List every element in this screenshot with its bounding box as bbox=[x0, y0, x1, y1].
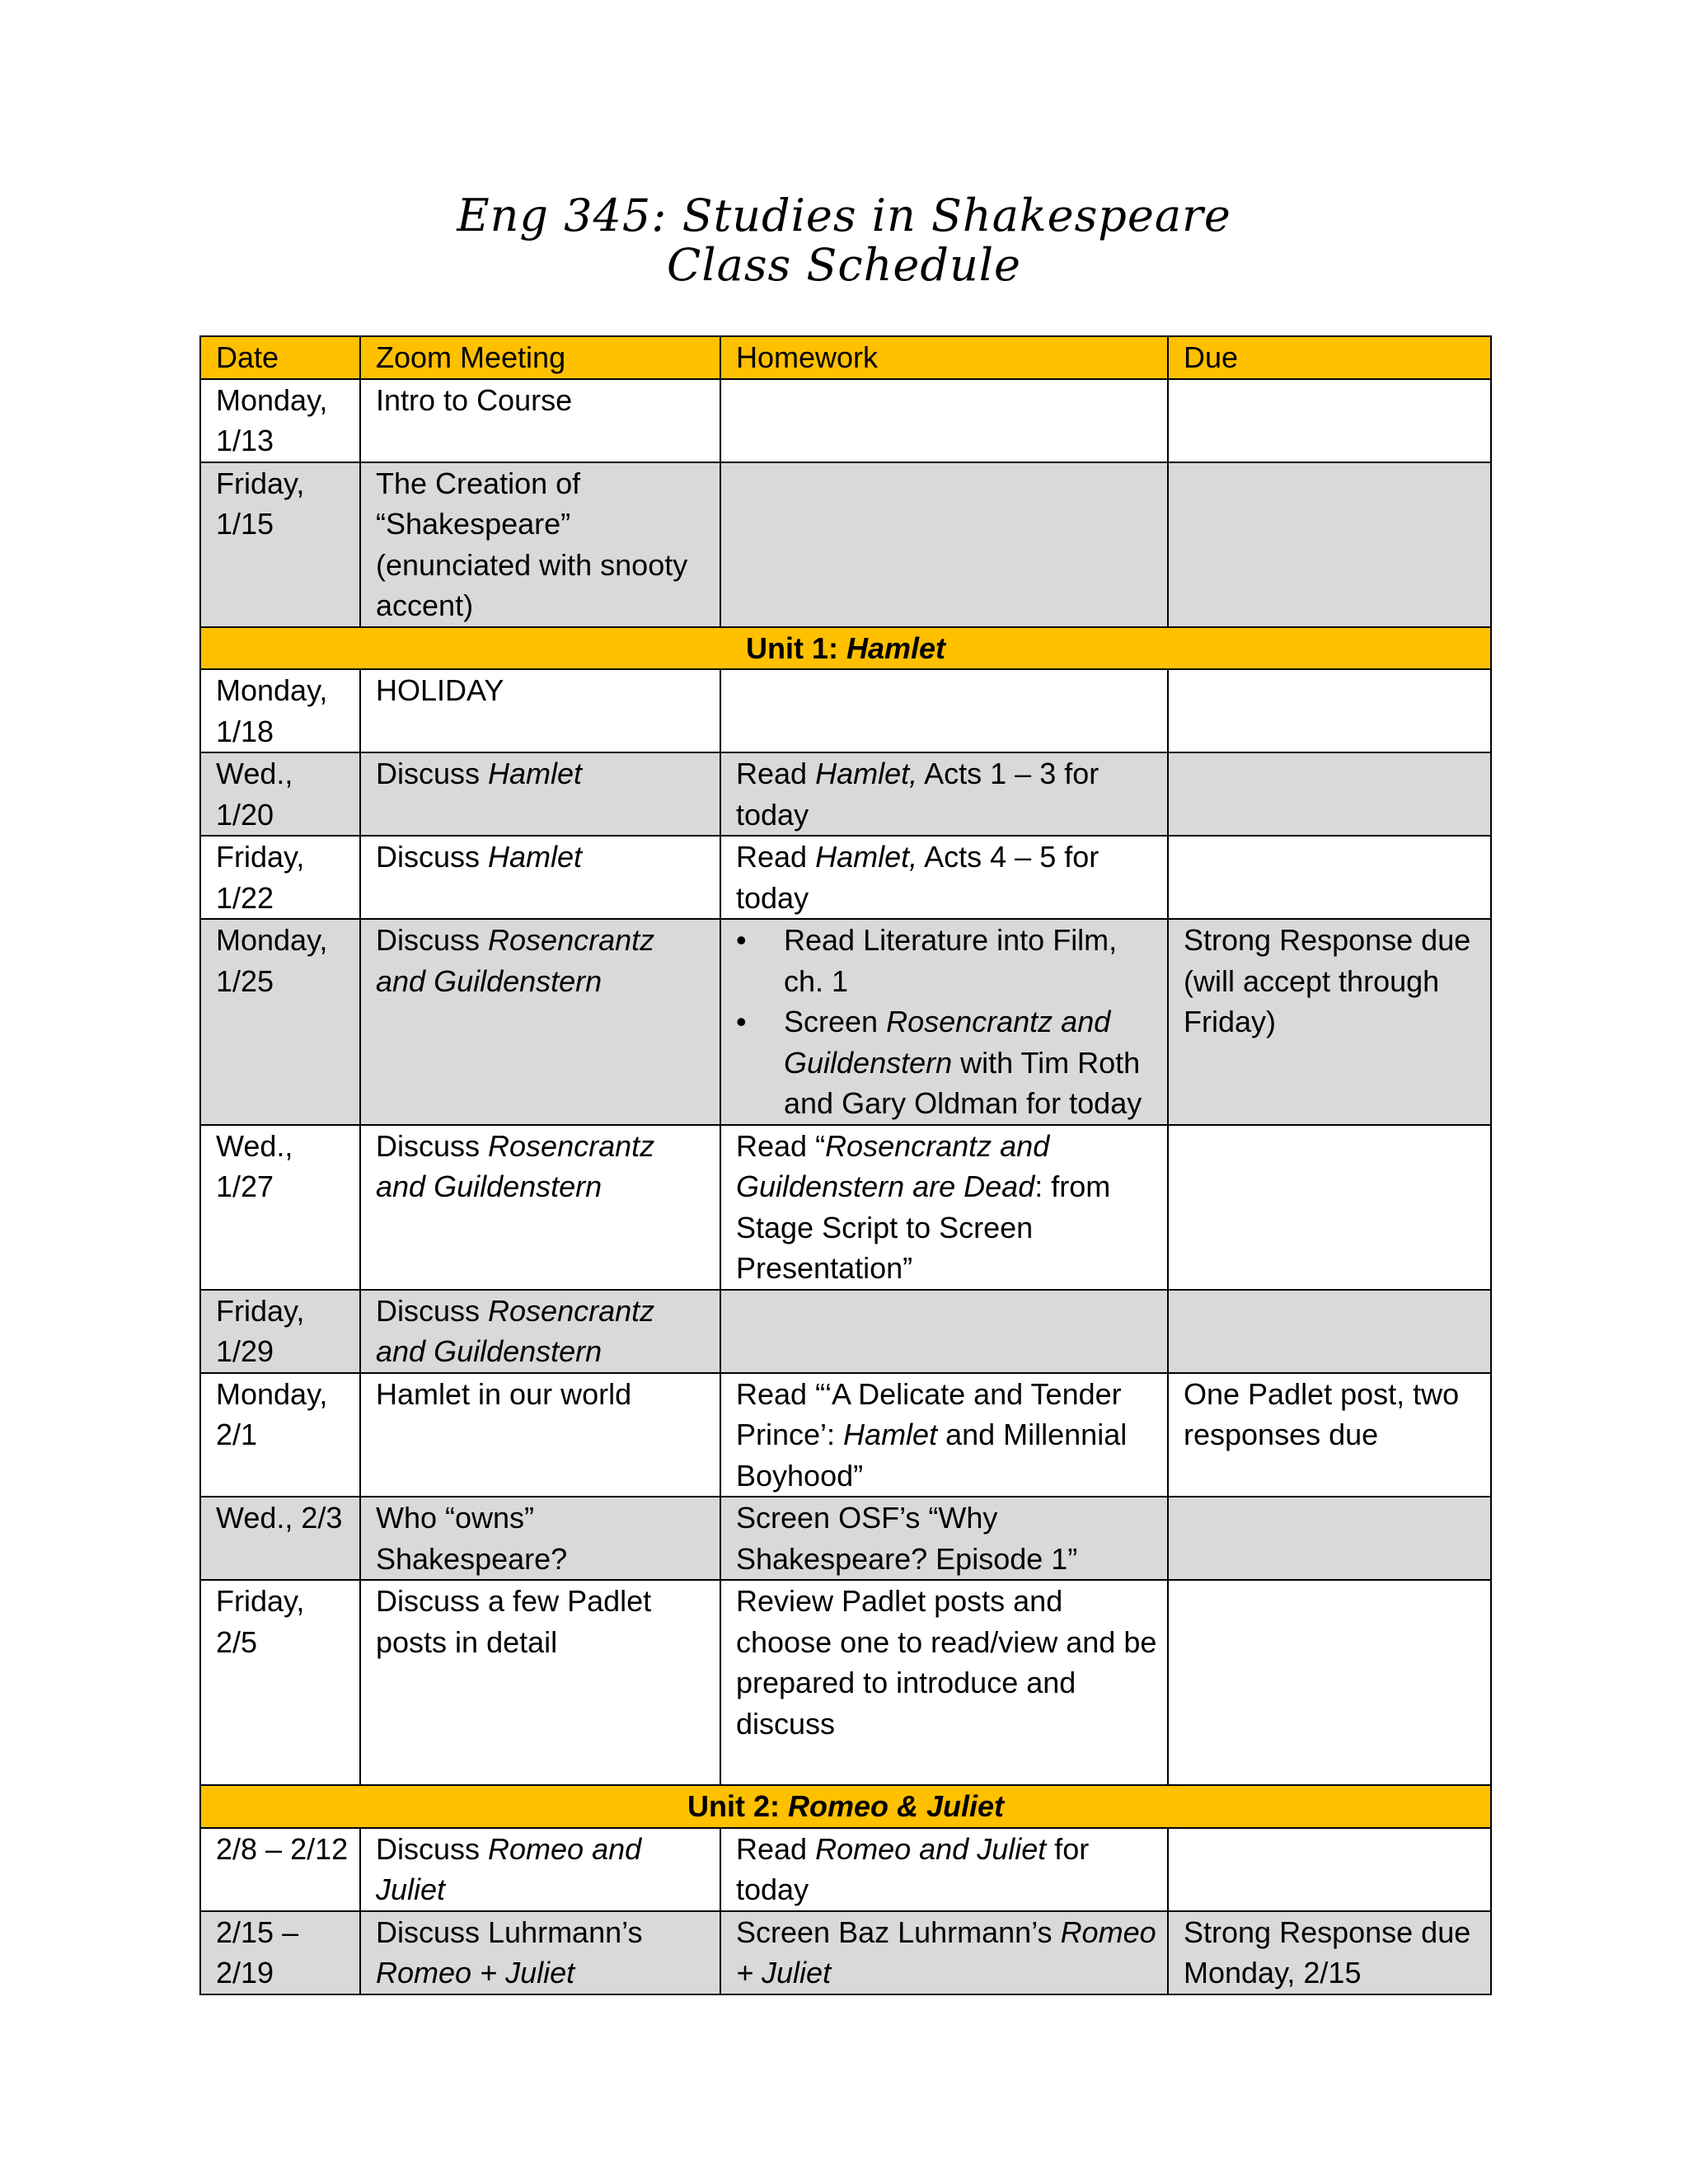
homework-cell bbox=[720, 379, 1168, 462]
document-title bbox=[0, 191, 1688, 290]
zoom-cell: The Creation of “Shakespeare” (enunciated with snooty accent) bbox=[360, 462, 720, 627]
unit-2-heading bbox=[200, 1785, 1491, 1828]
homework-cell bbox=[720, 462, 1168, 627]
zoom-cell: HOLIDAY bbox=[360, 669, 720, 752]
table-row bbox=[200, 1911, 1491, 1994]
bullet-icon: • bbox=[736, 1005, 747, 1038]
unit-2-prefix: Unit 2: bbox=[687, 1789, 788, 1823]
homework-text-italic: Romeo and Juliet bbox=[815, 1831, 1047, 1866]
due-cell bbox=[1168, 669, 1491, 752]
homework-text: Read “ bbox=[736, 1128, 826, 1163]
homework-cell bbox=[720, 1125, 1168, 1290]
zoom-text-italic: Romeo and Juliet bbox=[376, 1831, 642, 1906]
due-cell: One Padlet post, two responses due bbox=[1168, 1373, 1491, 1497]
date-cell: Monday, 2/1 bbox=[200, 1373, 360, 1497]
due-cell bbox=[1168, 1290, 1491, 1373]
due-cell bbox=[1168, 1497, 1491, 1580]
zoom-text: Discuss Luhrmann’s bbox=[376, 1915, 643, 1949]
homework-text-italic: Hamlet, bbox=[815, 840, 918, 874]
due-cell bbox=[1168, 1125, 1491, 1290]
zoom-cell bbox=[360, 1125, 720, 1290]
due-cell: Strong Response due Monday, 2/15 bbox=[1168, 1911, 1491, 1994]
zoom-text-italic: Rosencrantz and Guildenstern bbox=[376, 1293, 655, 1368]
unit-1-title: Hamlet bbox=[846, 630, 946, 665]
header-date: Date bbox=[200, 336, 360, 379]
zoom-cell bbox=[360, 1290, 720, 1373]
homework-text-italic: Rosencrantz and Guildenstern are Dead bbox=[736, 1128, 1050, 1203]
schedule-table bbox=[199, 335, 1492, 1995]
homework-text: Screen Baz Luhrmann’s bbox=[736, 1915, 1061, 1949]
table-row bbox=[200, 1290, 1491, 1373]
list-item bbox=[736, 1001, 1157, 1124]
homework-text-italic: Hamlet bbox=[843, 1418, 938, 1451]
homework-text: and Millennial Boyhood” bbox=[736, 1418, 1128, 1493]
unit-2-title: Romeo & Juliet bbox=[787, 1789, 1005, 1823]
table-row bbox=[200, 836, 1491, 919]
due-cell bbox=[1168, 836, 1491, 919]
zoom-text: Discuss bbox=[376, 1128, 489, 1163]
table-row bbox=[200, 462, 1491, 627]
title-line-course: Eng 345: Studies in Shakespeare bbox=[457, 190, 1231, 241]
bullet-icon: • bbox=[736, 923, 747, 957]
homework-text: Acts 1 – 3 for today bbox=[736, 757, 1100, 832]
homework-cell bbox=[720, 919, 1168, 1125]
zoom-text: Discuss bbox=[376, 757, 489, 790]
homework-text-italic: Romeo + Juliet bbox=[736, 1915, 1156, 1990]
due-cell bbox=[1168, 1828, 1491, 1911]
zoom-cell: Who “owns” Shakespeare? bbox=[360, 1497, 720, 1580]
due-cell bbox=[1168, 462, 1491, 627]
homework-cell bbox=[720, 836, 1168, 919]
table-row bbox=[200, 752, 1491, 836]
date-cell: Wed., 1/27 bbox=[200, 1125, 360, 1290]
date-cell: Friday, 1/15 bbox=[200, 462, 360, 627]
table-row bbox=[200, 1580, 1491, 1785]
unit-heading-row bbox=[200, 627, 1491, 670]
zoom-cell bbox=[360, 1828, 720, 1911]
date-cell: 2/8 – 2/12 bbox=[200, 1828, 360, 1911]
header-homework: Homework bbox=[720, 336, 1168, 379]
zoom-text: Discuss bbox=[376, 840, 489, 874]
table-row bbox=[200, 1373, 1491, 1497]
date-cell: Wed., 2/3 bbox=[200, 1497, 360, 1580]
date-cell: 2/15 – 2/19 bbox=[200, 1911, 360, 1994]
due-cell bbox=[1168, 752, 1491, 836]
homework-cell bbox=[720, 669, 1168, 752]
homework-text: Read “‘A Delicate and Tender Prince’: bbox=[736, 1376, 1122, 1451]
zoom-text: Discuss bbox=[376, 1293, 489, 1328]
due-cell bbox=[1168, 1580, 1491, 1785]
homework-text: Read Literature into Film, ch. 1 bbox=[784, 923, 1118, 998]
table-row bbox=[200, 1125, 1491, 1290]
zoom-cell: Discuss a few Padlet posts in detail bbox=[360, 1580, 720, 1785]
homework-cell bbox=[720, 1828, 1168, 1911]
title-line-schedule: Class Schedule bbox=[667, 239, 1021, 291]
date-cell: Friday, 1/22 bbox=[200, 836, 360, 919]
zoom-text-italic: Hamlet bbox=[488, 757, 583, 790]
homework-cell: Review Padlet posts and choose one to read/view and be prepared to introduce and discuss bbox=[720, 1580, 1168, 1785]
unit-heading-row bbox=[200, 1785, 1491, 1828]
homework-cell bbox=[720, 1290, 1168, 1373]
homework-text: Screen bbox=[784, 1005, 887, 1038]
zoom-text-italic: Rosencrantz and Guildenstern bbox=[376, 923, 655, 998]
homework-cell bbox=[720, 1911, 1168, 1994]
zoom-text-italic: Hamlet bbox=[488, 840, 583, 874]
table-row bbox=[200, 669, 1491, 752]
table-row bbox=[200, 1497, 1491, 1580]
zoom-cell bbox=[360, 752, 720, 836]
date-cell: Monday, 1/13 bbox=[200, 379, 360, 462]
date-cell: Friday, 2/5 bbox=[200, 1580, 360, 1785]
homework-list bbox=[736, 920, 1157, 1124]
unit-1-heading bbox=[200, 627, 1491, 670]
zoom-text-italic: Rosencrantz and Guildenstern bbox=[376, 1128, 655, 1203]
homework-text: with Tim Roth and Gary Oldman for today bbox=[784, 1045, 1142, 1120]
due-cell: Strong Response due (will accept through Friday) bbox=[1168, 919, 1491, 1125]
zoom-cell bbox=[360, 1911, 720, 1994]
homework-text: Acts 4 – 5 for today bbox=[736, 840, 1100, 915]
zoom-cell bbox=[360, 836, 720, 919]
zoom-cell bbox=[360, 919, 720, 1125]
homework-cell bbox=[720, 752, 1168, 836]
zoom-text-italic: Romeo + Juliet bbox=[376, 1956, 575, 1990]
homework-text-italic: Rosencrantz and Guildenstern bbox=[784, 1005, 1111, 1080]
zoom-cell: Intro to Course bbox=[360, 379, 720, 462]
table-row bbox=[200, 1828, 1491, 1911]
header-due: Due bbox=[1168, 336, 1491, 379]
homework-text: Read bbox=[736, 1831, 816, 1866]
date-cell: Wed., 1/20 bbox=[200, 752, 360, 836]
date-cell: Monday, 1/25 bbox=[200, 919, 360, 1125]
homework-text: Read bbox=[736, 840, 816, 874]
date-cell: Friday, 1/29 bbox=[200, 1290, 360, 1373]
zoom-text: Discuss bbox=[376, 923, 489, 957]
date-cell: Monday, 1/18 bbox=[200, 669, 360, 752]
zoom-text: Discuss bbox=[376, 1831, 489, 1866]
due-cell bbox=[1168, 379, 1491, 462]
table-row bbox=[200, 379, 1491, 462]
homework-cell: Screen OSF’s “Why Shakespeare? Episode 1” bbox=[720, 1497, 1168, 1580]
list-item bbox=[736, 920, 1157, 1001]
homework-text: : from Stage Script to Screen Presentation” bbox=[736, 1169, 1111, 1285]
header-row bbox=[200, 336, 1491, 379]
homework-text: for today bbox=[736, 1831, 1090, 1906]
homework-cell bbox=[720, 1373, 1168, 1497]
table-row bbox=[200, 919, 1491, 1125]
header-zoom-meeting: Zoom Meeting bbox=[360, 336, 720, 379]
homework-text-italic: Hamlet, bbox=[815, 757, 918, 790]
unit-1-prefix: Unit 1: bbox=[745, 630, 846, 665]
homework-text: Read bbox=[736, 757, 816, 790]
zoom-cell: Hamlet in our world bbox=[360, 1373, 720, 1497]
